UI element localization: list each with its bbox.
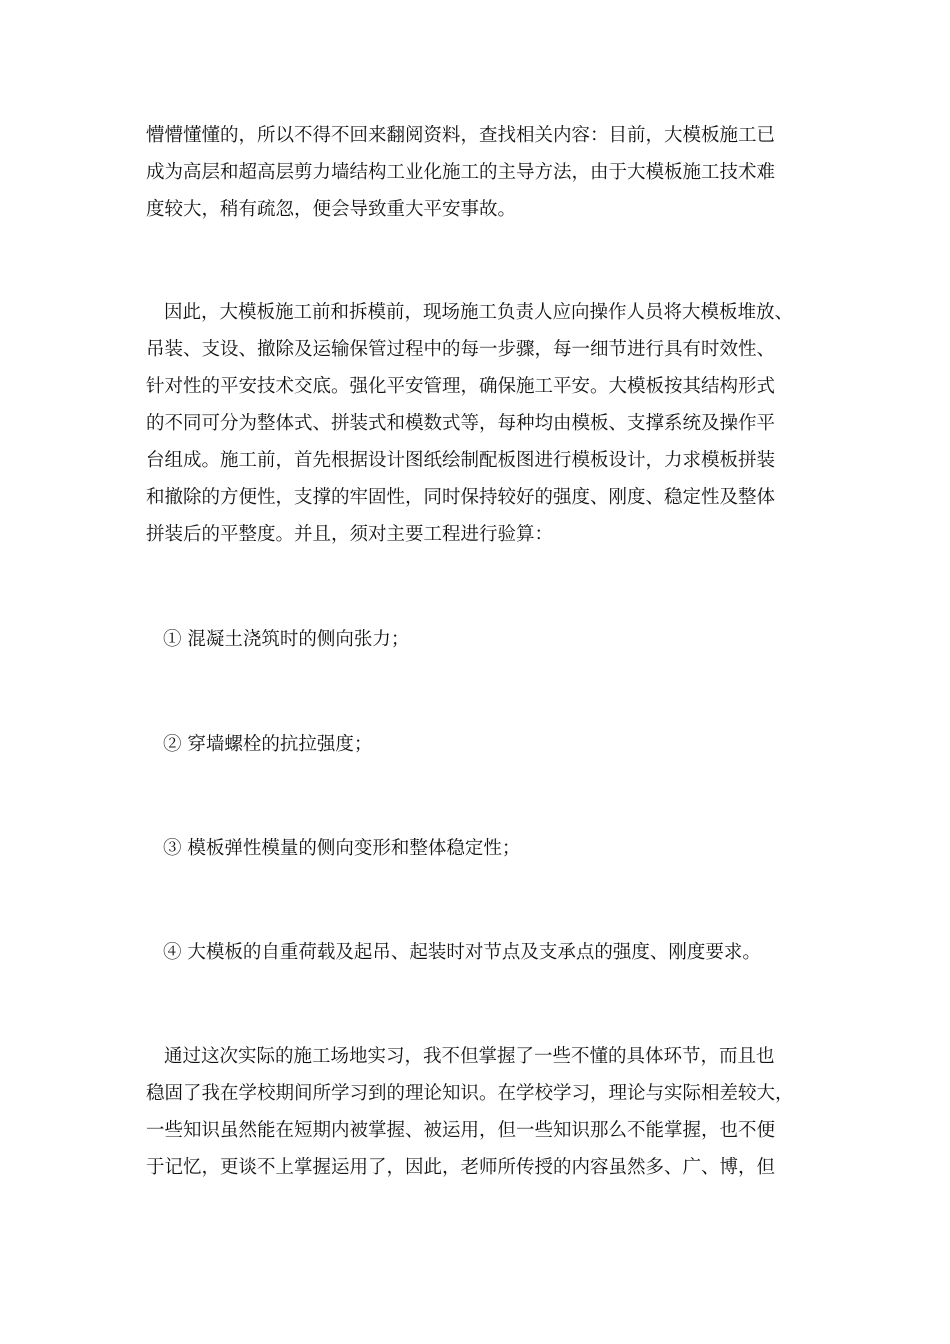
paragraph-2-line-2: 吊装、支设、撤除及运输保管过程中的每一步骤，每一细节进行具有时效性、	[146, 339, 776, 360]
paragraph-2-line-6: 和撤除的方便性，支撑的牢固性，同时保持较好的强度、刚度、稳定性及整体	[146, 487, 776, 508]
list-item-3: ③ 模板弹性模量的侧向变形和整体稳定性；	[163, 838, 521, 859]
paragraph-2-line-3: 针对性的平安技术交底。强化平安管理，确保施工平安。大模板按其结构形式	[146, 376, 776, 397]
paragraph-3-line-2: 稳固了我在学校期间所学习到的理论知识。在学校学习，理论与实际相差较大，	[146, 1083, 794, 1104]
paragraph-1-line-2: 成为高层和超高层剪力墙结构工业化施工的主导方法，由于大模板施工技术难	[146, 162, 776, 183]
paragraph-1-line-3: 度较大，稍有疏忽，便会导致重大平安事故。	[146, 199, 517, 220]
list-item-2: ② 穿墙螺栓的抗拉强度；	[163, 734, 373, 755]
paragraph-2-line-1: 因此，大模板施工前和拆模前，现场施工负责人应向操作人员将大模板堆放、	[164, 302, 794, 323]
paragraph-3-line-4: 于记忆，更谈不上掌握运用了，因此，老师所传授的内容虽然多、广、博，但	[146, 1157, 776, 1178]
paragraph-3-line-1: 通过这次实际的施工场地实习，我不但掌握了一些不懂的具体环节，而且也	[164, 1046, 775, 1067]
list-item-1: ① 混凝土浇筑时的侧向张力；	[163, 629, 410, 650]
paragraph-2-line-5: 台组成。施工前，首先根据设计图纸绘制配板图进行模板设计，力求模板拼装	[146, 450, 776, 471]
paragraph-3-line-3: 一些知识虽然能在短期内被掌握、被运用，但一些知识那么不能掌握，也不便	[146, 1120, 776, 1141]
list-item-4: ④ 大模板的自重荷载及起吊、起装时对节点及支承点的强度、刚度要求。	[163, 942, 761, 963]
paragraph-1-line-1: 懵懵懂懂的，所以不得不回来翻阅资料，查找相关内容：目前，大模板施工已	[146, 125, 776, 146]
paragraph-2-line-4: 的不同可分为整体式、拼装式和模数式等，每种均由模板、支撑系统及操作平	[146, 413, 776, 434]
paragraph-2-line-7: 拼装后的平整度。并且，须对主要工程进行验算：	[146, 524, 554, 545]
